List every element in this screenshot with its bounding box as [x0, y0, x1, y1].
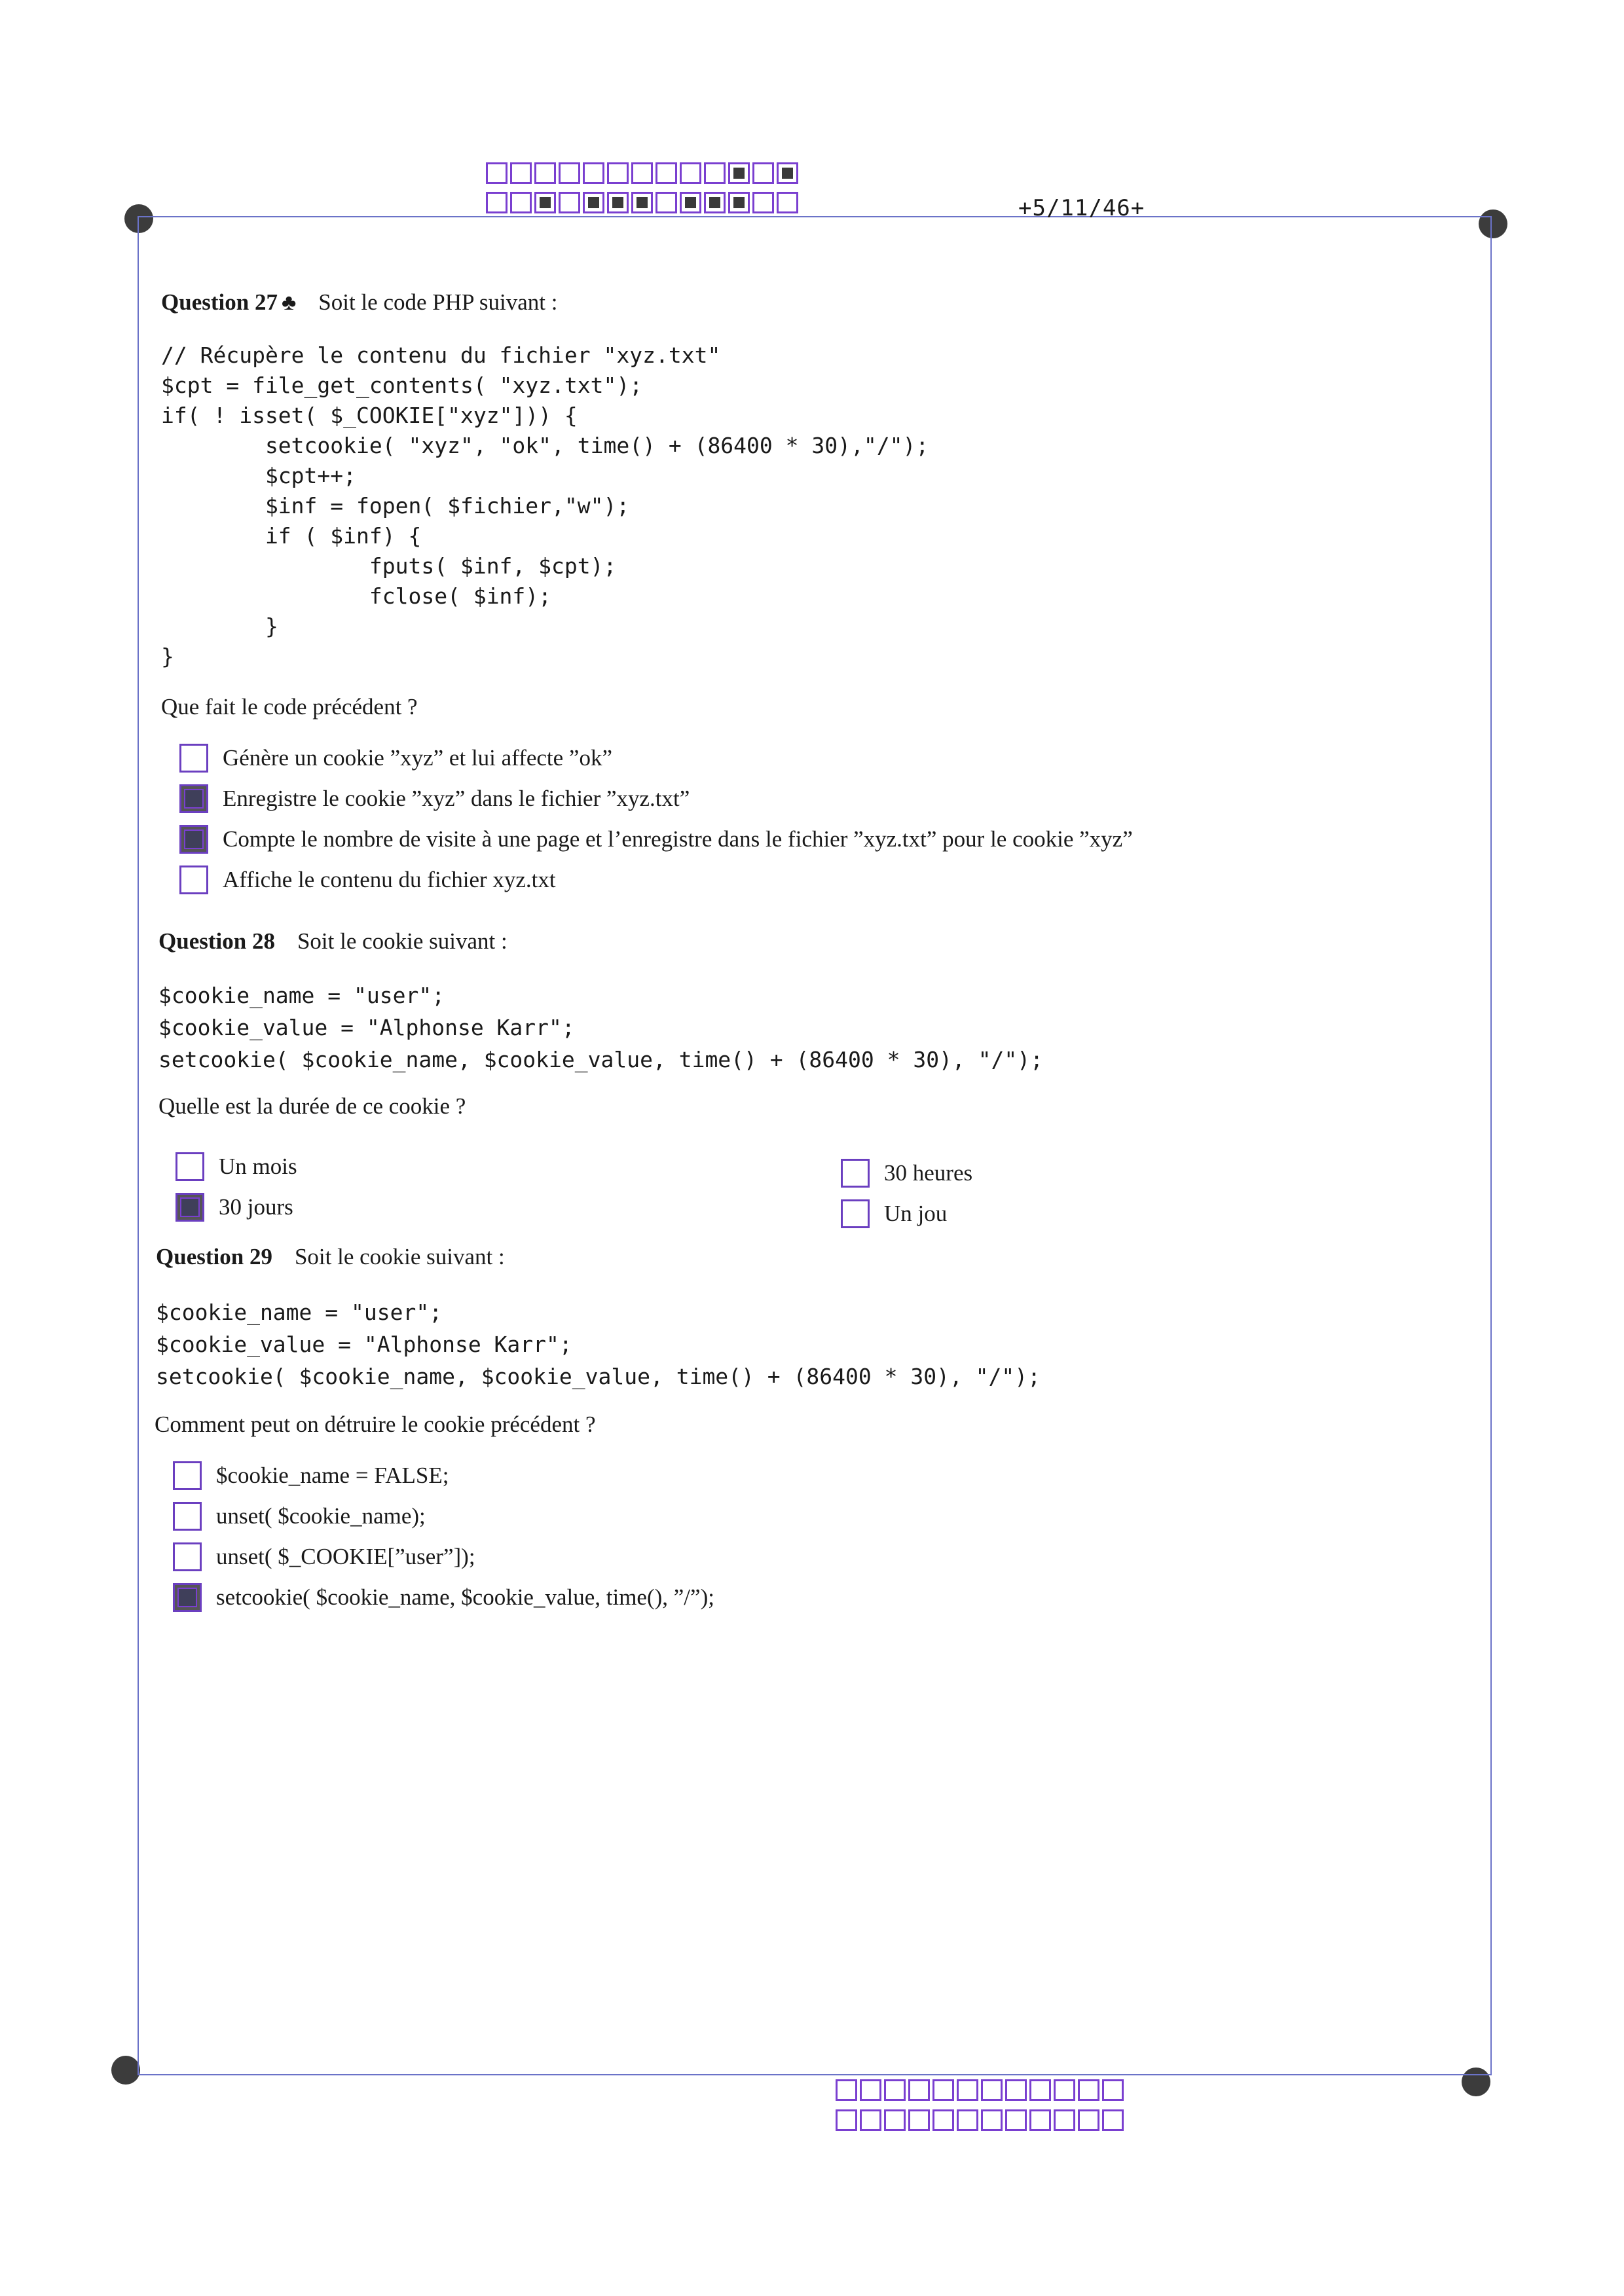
- code-cell: [534, 162, 556, 184]
- code-cell: [777, 192, 798, 213]
- answer-label: $cookie_name = FALSE;: [216, 1463, 449, 1488]
- code-cell: [728, 162, 750, 184]
- code-cell: [836, 2079, 857, 2101]
- question-29-answer-1[interactable]: [173, 1461, 449, 1490]
- question-27-answer-4[interactable]: [179, 866, 556, 894]
- answer-label: unset( $cookie_name);: [216, 1503, 426, 1529]
- question-number: Question 27: [161, 289, 278, 315]
- answer-checkbox[interactable]: [179, 866, 208, 894]
- bottom-code-row-1: [836, 2079, 1124, 2101]
- question-27-answer-3[interactable]: [179, 825, 1133, 854]
- answer-label: Affiche le contenu du fichier xyz.txt: [223, 867, 556, 892]
- code-cell: [860, 2079, 881, 2101]
- question-28-code: $cookie_name = "user"; $cookie_value = "Alphonse Karr"; setcookie( $cookie_name, $cookie_value, time() + (86400 * 30), "/");: [158, 983, 1044, 1072]
- code-cell: [655, 162, 677, 184]
- question-29-title: [156, 1244, 505, 1270]
- code-cell: [607, 162, 629, 184]
- answer-checkbox[interactable]: [841, 1199, 870, 1228]
- top-code-row-2: [486, 192, 798, 213]
- answer-checkbox[interactable]: [179, 784, 208, 813]
- bottom-code-row-2: [836, 2109, 1124, 2131]
- code-cell: [1102, 2079, 1124, 2101]
- answer-checkbox[interactable]: [173, 1461, 202, 1490]
- question-27-prompt: Que fait le code précédent ?: [161, 694, 418, 720]
- answer-checkbox[interactable]: [173, 1583, 202, 1612]
- code-cell: [510, 192, 532, 213]
- code-cell: [510, 162, 532, 184]
- answer-checkbox[interactable]: [173, 1542, 202, 1571]
- code-cell: [704, 192, 726, 213]
- code-cell: [631, 162, 653, 184]
- answer-checkbox[interactable]: [175, 1152, 204, 1181]
- code-cell: [1005, 2109, 1027, 2131]
- registration-mark-bottom-left: [111, 2056, 140, 2085]
- code-cell: [486, 162, 507, 184]
- code-cell: [1005, 2079, 1027, 2101]
- page-id: +5/11/46+: [1018, 195, 1145, 221]
- answer-label: Enregistre le cookie ”xyz” dans le fichier ”xyz.txt”: [223, 786, 690, 811]
- answer-checkbox[interactable]: [173, 1502, 202, 1531]
- code-cell: [908, 2079, 930, 2101]
- code-cell: [655, 192, 677, 213]
- code-cell: [728, 192, 750, 213]
- code-cell: [534, 192, 556, 213]
- answer-label: Compte le nombre de visite à une page et l’enregistre dans le fichier ”xyz.txt” pour le cookie ”xyz”: [223, 826, 1133, 852]
- question-28-answer-3[interactable]: [841, 1159, 972, 1188]
- code-cell: [704, 162, 726, 184]
- question-28-answer-4[interactable]: [841, 1199, 947, 1228]
- code-cell: [752, 192, 774, 213]
- answer-checkbox[interactable]: [179, 825, 208, 854]
- question-28-title: [158, 928, 507, 955]
- code-cell: [1078, 2109, 1099, 2131]
- question-28-answer-1[interactable]: [175, 1152, 297, 1181]
- code-cell: [957, 2109, 978, 2131]
- code-cell: [752, 162, 774, 184]
- code-cell: [583, 192, 604, 213]
- code-cell: [1029, 2079, 1051, 2101]
- question-29-prompt: Comment peut on détruire le cookie précédent ?: [155, 1412, 596, 1437]
- code-cell: [607, 192, 629, 213]
- code-cell: [1054, 2109, 1075, 2131]
- code-cell: [932, 2079, 954, 2101]
- question-number: Question 29: [156, 1244, 272, 1269]
- code-cell: [486, 192, 507, 213]
- code-cell: [860, 2109, 881, 2131]
- answer-label: setcookie( $cookie_name, $cookie_value, time(), ”/”);: [216, 1584, 714, 1610]
- question-29-answer-2[interactable]: [173, 1502, 426, 1531]
- code-cell: [680, 192, 701, 213]
- answer-label: Un jou: [884, 1201, 948, 1226]
- code-cell: [559, 162, 580, 184]
- question-number: Question 28: [158, 928, 275, 954]
- answer-label: Un mois: [219, 1154, 297, 1179]
- code-cell: [908, 2109, 930, 2131]
- question-intro: Soit le code PHP suivant :: [318, 289, 558, 315]
- code-cell: [680, 162, 701, 184]
- answer-checkbox[interactable]: [841, 1159, 870, 1188]
- question-intro: Soit le cookie suivant :: [294, 1244, 505, 1269]
- code-cell: [583, 162, 604, 184]
- code-cell: [1054, 2079, 1075, 2101]
- code-cell: [1029, 2109, 1051, 2131]
- code-cell: [884, 2109, 906, 2131]
- question-29-code: $cookie_name = "user"; $cookie_value = "Alphonse Karr"; setcookie( $cookie_name, $cookie_value, time() + (86400 * 30), "/");: [156, 1300, 1041, 1389]
- question-27-answer-2[interactable]: [179, 784, 690, 813]
- answer-checkbox[interactable]: [179, 744, 208, 773]
- answer-label: 30 jours: [219, 1194, 293, 1220]
- club-icon: ♣: [281, 291, 297, 315]
- code-cell: [932, 2109, 954, 2131]
- answer-label: unset( $_COOKIE[”user”]);: [216, 1544, 475, 1569]
- question-27-answer-1[interactable]: [179, 744, 612, 773]
- code-cell: [981, 2079, 1003, 2101]
- code-cell: [777, 162, 798, 184]
- code-cell: [957, 2079, 978, 2101]
- top-code-row-1: [486, 162, 798, 184]
- code-cell: [884, 2079, 906, 2101]
- question-27-code: // Récupère le contenu du fichier "xyz.txt" $cpt = file_get_contents( "xyz.txt"); if( ! isset( $_COOKIE["xyz"])) { setcookie( "xyz", "ok", time() + (86400 * 30),"/"); $cpt++; $inf = fopen( $fichier,"w"); if ( $inf) { fputs( $inf, $cpt); fclose( $inf); } }: [161, 342, 929, 669]
- question-28-prompt: Quelle est la durée de ce cookie ?: [158, 1093, 466, 1119]
- answer-checkbox[interactable]: [175, 1193, 204, 1222]
- code-cell: [1078, 2079, 1099, 2101]
- question-27-title: [161, 289, 558, 316]
- question-29-answer-3[interactable]: [173, 1542, 475, 1571]
- code-cell: [1102, 2109, 1124, 2131]
- code-cell: [836, 2109, 857, 2131]
- question-29-answer-4[interactable]: [173, 1583, 714, 1612]
- code-cell: [981, 2109, 1003, 2131]
- code-cell: [631, 192, 653, 213]
- question-28-answer-2[interactable]: [175, 1193, 293, 1222]
- question-intro: Soit le cookie suivant :: [297, 928, 507, 954]
- answer-label: 30 heures: [884, 1160, 973, 1186]
- answer-label: Génère un cookie ”xyz” et lui affecte ”ok”: [223, 745, 612, 771]
- code-cell: [559, 192, 580, 213]
